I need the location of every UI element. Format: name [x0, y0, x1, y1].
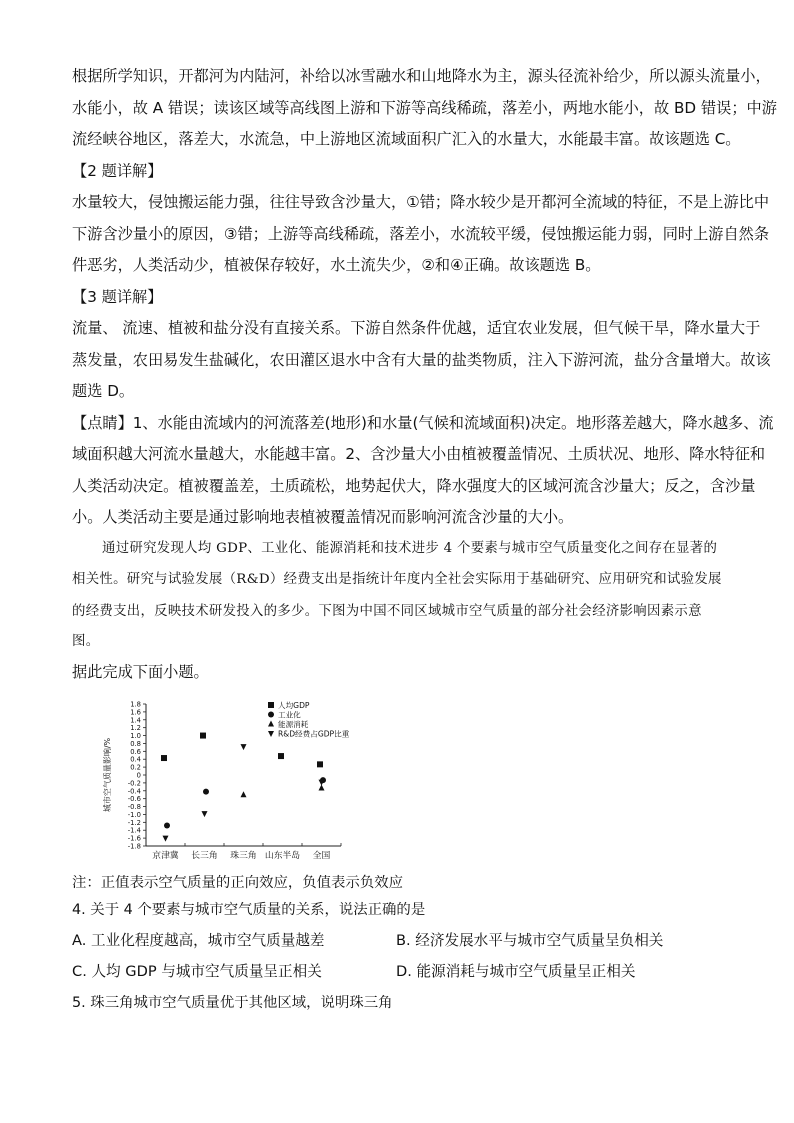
scatter-chart [96, 692, 356, 862]
legend-marker-triangle-down [268, 731, 274, 737]
y-tick-label: -1.2 [127, 818, 141, 827]
heading-q3-explanation: 【3 题详解】 [72, 288, 163, 306]
legend-label: 能源消耗 [278, 720, 309, 729]
data-point-triangle-down [163, 836, 169, 842]
y-tick-label: -1.0 [127, 810, 141, 819]
data-point-triangle-down [241, 744, 247, 750]
y-tick-label: 0.2 [130, 763, 141, 772]
answer-3-line-2: 蒸发量，农田易发生盐碱化，农田灌区退水中含有大量的盐类物质，注入下游河流，盐分含量增大。故该 [72, 351, 771, 369]
q4-option-d[interactable]: D. 能源消耗与城市空气质量呈正相关 [396, 963, 636, 980]
q4-option-c[interactable]: C. 人均 GDP 与城市空气质量呈正相关 [72, 963, 322, 980]
y-tick-label: -1.4 [127, 826, 141, 835]
key-point-line-4: 小。人类活动主要是通过影响地表植被覆盖情况而影响河流含沙量的大小。 [72, 508, 574, 526]
q4-option-a[interactable]: A. 工业化程度越高，城市空气质量越差 [72, 932, 325, 949]
key-point-line-1: 【点睛】1、水能由流域内的河流落差(地形)和水量(气候和流域面积)决定。地形落差越大，降水越多、流 [72, 414, 774, 432]
chart-note: 注：正值表示空气质量的正向效应，负值表示负效应 [72, 875, 403, 891]
y-tick-label: 0.6 [130, 747, 141, 756]
y-tick-label: -0.6 [127, 795, 141, 804]
x-tick-label: 全国 [312, 851, 331, 861]
y-tick-label: 1.4 [130, 716, 141, 725]
y-tick-label: 1.8 [130, 700, 141, 709]
y-tick-label: -1.6 [127, 834, 141, 843]
material-line-3: 的经费支出，反映技术研发投入的多少。下图为中国不同区域城市空气质量的部分社会经济影响因素示意 [72, 604, 702, 619]
answer-2-line-3: 件恶劣，人类活动少，植被保存较好，水土流失少，②和④正确。故该题选 B。 [72, 256, 601, 274]
answer-1-line-1: 根据所学知识，开都河为内陆河，补给以冰雪融水和山地降水为主，源头径流补给少，所以源头流量小， [72, 67, 771, 85]
y-tick-label: 1.6 [130, 708, 141, 717]
legend-label: R&D经费占GDP比重 [278, 729, 350, 739]
x-tick-label: 山东半岛 [264, 851, 301, 861]
legend-marker-circle [268, 712, 274, 718]
data-point-square [161, 755, 167, 761]
legend-label: 人均GDP [278, 701, 310, 710]
data-point-square [278, 753, 284, 759]
answer-2-line-1: 水量较大，侵蚀搬运能力强，往往导致含沙量大，①错；降水较少是开都河全流域的特征，不是上游比中 [72, 193, 770, 211]
data-point-square [317, 761, 323, 767]
heading-q2-explanation: 【2 题详解】 [72, 162, 163, 180]
data-point-circle [203, 789, 209, 795]
data-point-triangle-up [241, 791, 247, 797]
q4-stem: 4. 关于 4 个要素与城市空气质量的关系，说法正确的是 [72, 902, 426, 918]
answer-3-line-3: 题选 D。 [72, 382, 135, 400]
y-tick-label: 0.4 [130, 755, 141, 764]
x-tick-label: 珠三角 [230, 851, 257, 861]
data-point-circle [164, 822, 170, 828]
data-point-square [200, 733, 206, 739]
material-line-4: 图。 [72, 634, 100, 649]
chart-marks [161, 733, 326, 842]
y-tick-label: 1.0 [130, 732, 141, 741]
y-tick-label: -0.2 [127, 779, 141, 788]
chart-legend [268, 700, 350, 739]
material-line-2: 相关性。研究与试验发展（R&D）经费支出是指统计年度内全社会实际用于基础研究、应用研究和试验发展 [72, 572, 722, 587]
y-tick-label: -0.8 [127, 803, 141, 812]
data-point-triangle-down [202, 811, 208, 817]
legend-label: 工业化 [278, 710, 301, 720]
y-tick-label: 0.8 [130, 739, 141, 748]
key-point-line-3: 人类活动决定。植被覆盖差，土质疏松，地势起伏大，降水强度大的区域河流含沙量大；反之，含沙量 [72, 477, 756, 495]
y-tick-label: -0.4 [127, 787, 141, 796]
legend-marker-square [268, 702, 274, 708]
answer-2-line-2: 下游含沙量小的原因，③错；上游等高线稀疏，落差小，水流较平缓，侵蚀搬运能力弱，同时上游自然条 [72, 225, 770, 243]
y-tick-label: -1.8 [127, 842, 141, 851]
answer-3-line-1: 流量、 流速、植被和盐分没有直接关系。下游自然条件优越，适宜农业发展，但气候干旱，降水量大于 [72, 319, 761, 337]
q5-stem: 5. 珠三角城市空气质量优于其他区域，说明珠三角 [72, 995, 393, 1011]
material-line-1: 通过研究发现人均 GDP、工业化、能源消耗和技术进步 4 个要素与城市空气质量变化之间存在显著的 [102, 541, 718, 556]
q4-option-b[interactable]: B. 经济发展水平与城市空气质量呈负相关 [396, 932, 664, 949]
x-tick-label: 长三角 [191, 851, 218, 861]
y-tick-label: 1.2 [130, 724, 141, 733]
legend-marker-triangle-up [268, 721, 274, 727]
x-tick-label: 京津冀 [152, 851, 179, 861]
key-point-line-2: 域面积越大河流水量越大，水能越丰富。2、含沙量大小由植被覆盖情况、土质状况、地形、降水特征和 [72, 445, 766, 463]
y-axis-label: 城市空气质量影响/% [103, 737, 112, 813]
answer-1-line-3: 流经峡谷地区，落差大，水流急，中上游地区流域面积广汇入的水量大，水能最丰富。故该题选 C。 [72, 130, 741, 148]
answer-1-line-2: 水能小，故 A 错误；读该区域等高线图上游和下游等高线稀疏，落差小，两地水能小，故 BD 错误；中游 [72, 99, 777, 117]
instruction: 据此完成下面小题。 [72, 663, 209, 681]
y-tick-label: 0 [136, 771, 141, 780]
